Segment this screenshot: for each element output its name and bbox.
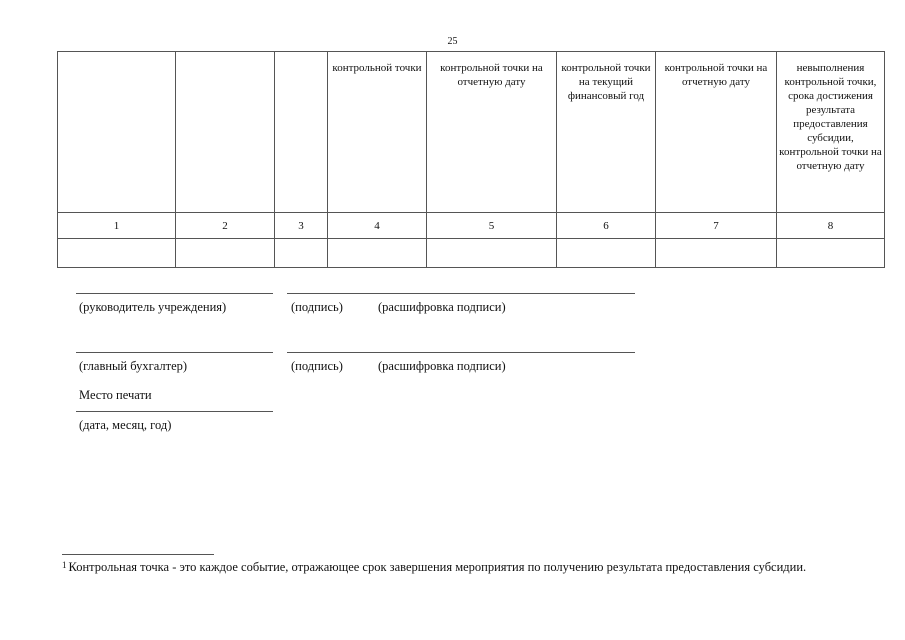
date-label: (дата, месяц, год) <box>79 418 172 432</box>
date-line <box>76 411 273 412</box>
header-cell-2 <box>176 52 275 213</box>
page-number: 25 <box>447 36 458 47</box>
table-cell <box>777 239 885 268</box>
header-cell-7: контрольной точки на отчетную дату <box>656 52 777 213</box>
head-decode-line <box>287 293 635 294</box>
column-number: 1 <box>58 213 176 239</box>
table-cell <box>427 239 557 268</box>
table-header-row <box>58 52 885 213</box>
accountant-signature-line <box>76 352 273 353</box>
footnote <box>62 559 852 575</box>
column-number-row <box>58 213 885 239</box>
column-number: 2 <box>176 213 275 239</box>
report-table <box>57 51 885 268</box>
stamp-place-label: Место печати <box>79 388 152 402</box>
footnote-separator <box>62 554 214 555</box>
header-cell-8: невыполнения контрольной точки, срока достижения результата предоставления субсидии, контрольной точки на отчетную дату <box>777 52 885 213</box>
column-number: 7 <box>656 213 777 239</box>
header-cell-3 <box>275 52 328 213</box>
header-cell-5: контрольной точки на отчетную дату <box>427 52 557 213</box>
head-label: (руководитель учреждения) <box>79 300 227 314</box>
signature-decode-label: (расшифровка подписи) <box>378 359 506 373</box>
table-cell <box>656 239 777 268</box>
table-cell <box>328 239 427 268</box>
header-cell-4: контрольной точки <box>328 52 427 213</box>
header-cell-6: контрольной точки на текущий финансовый год <box>557 52 656 213</box>
signature-decode-label: (расшифровка подписи) <box>378 300 506 314</box>
header-cell-1 <box>58 52 176 213</box>
footnote-text: Контрольная точка - это каждое событие, отражающее срок завершения мероприятия по получению результата предоставления субсидии. <box>68 560 807 574</box>
table-cell <box>58 239 176 268</box>
column-number: 4 <box>328 213 427 239</box>
column-number: 5 <box>427 213 557 239</box>
table-cell <box>557 239 656 268</box>
column-number: 8 <box>777 213 885 239</box>
head-signature-line <box>76 293 273 294</box>
signature-label: (подпись) <box>291 300 343 314</box>
accountant-label: (главный бухгалтер) <box>79 359 188 373</box>
table-row <box>58 239 885 268</box>
table-cell <box>275 239 328 268</box>
signature-label: (подпись) <box>291 359 343 373</box>
column-number: 3 <box>275 213 328 239</box>
footnote-marker: 1 <box>62 560 67 570</box>
accountant-decode-line <box>287 352 635 353</box>
table-cell <box>176 239 275 268</box>
column-number: 6 <box>557 213 656 239</box>
